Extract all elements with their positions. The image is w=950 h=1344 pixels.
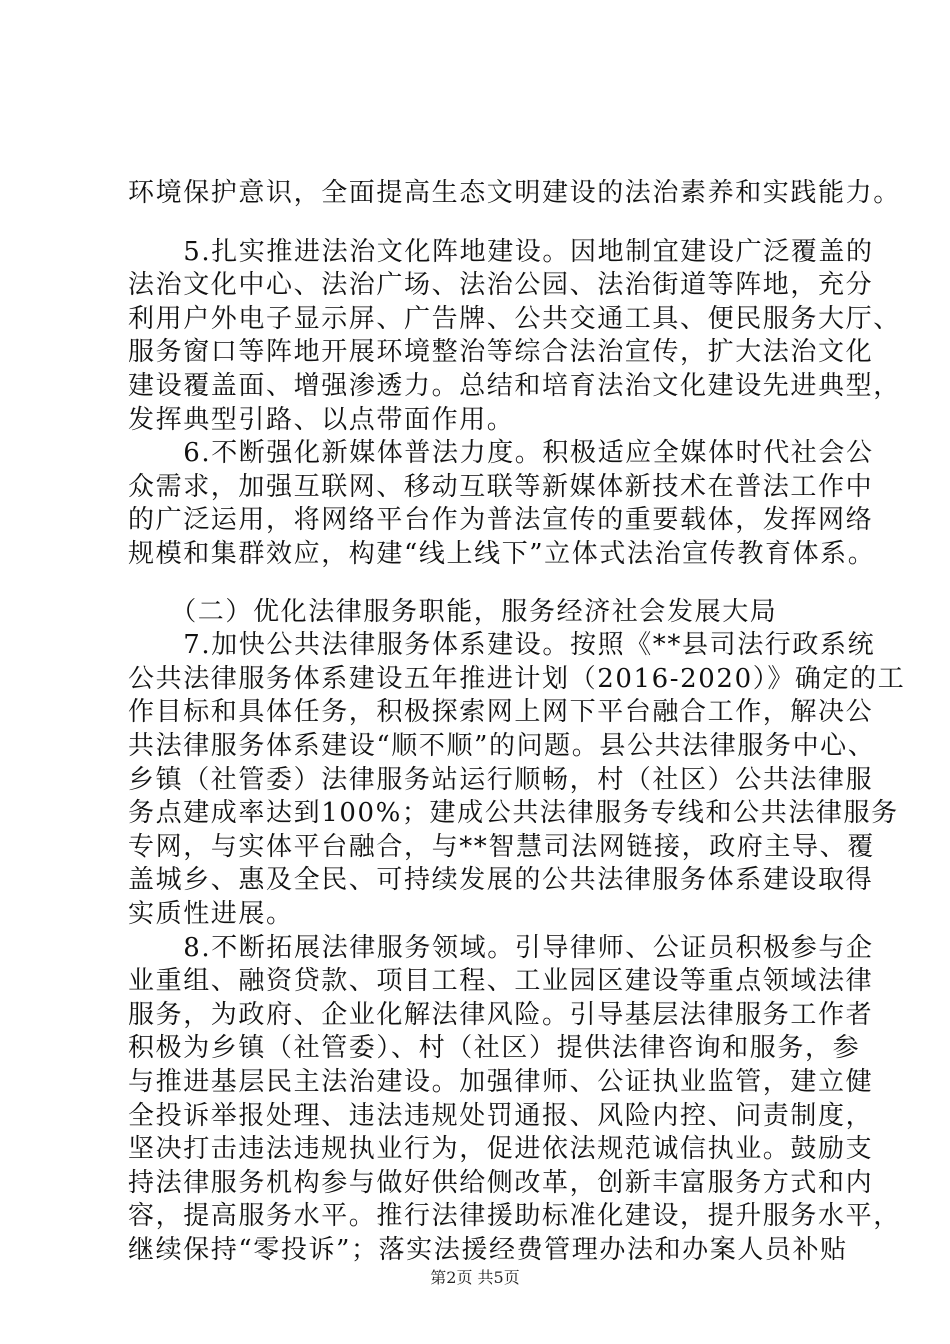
- text-line: 5.扎实推进法治文化阵地建设。因地制宜建设广泛覆盖的: [128, 237, 874, 267]
- text-line: 众需求，加强互联网、移动互联等新媒体新技术在普法工作中: [128, 472, 874, 502]
- text-line: 共法律服务体系建设“顺不顺”的问题。县公共法律服务中心、: [128, 731, 876, 761]
- text-line: 持法律服务机构参与做好供给侧改革，创新丰富服务方式和内: [128, 1168, 874, 1198]
- text-line: 规模和集群效应，构建“线上线下”立体式法治宣传教育体系。: [128, 539, 876, 569]
- text-line: 积极为乡镇（社管委）、村（社区）提供法律咨询和服务，参: [128, 1033, 861, 1063]
- text-line: 环境保护意识，全面提高生态文明建设的法治素养和实践能力。: [128, 178, 901, 208]
- text-line: 8.不断拓展法律服务领域。引导律师、公证员积极参与企: [128, 933, 874, 963]
- text-line: 公共法律服务体系建设五年推进计划（2016-2020）》确定的工: [128, 664, 906, 694]
- text-line: 利用户外电子显示屏、广告牌、公共交通工具、便民服务大厅、: [128, 304, 901, 334]
- text-line: 专网，与实体平台融合，与**智慧司法网链接，政府主导、覆: [128, 832, 875, 862]
- text-line: 作目标和具体任务，积极探索网上网下平台融合工作，解决公: [128, 697, 874, 727]
- text-line: 继续保持“零投诉”；落实法援经费管理办法和办案人员补贴: [128, 1235, 848, 1265]
- text-line: 务点建成率达到100%；建成公共法律服务专线和公共法律服务: [128, 798, 899, 828]
- text-line: 盖城乡、惠及全民、可持续发展的公共法律服务体系建设取得: [128, 865, 874, 895]
- text-line: 坚决打击违法违规执业行为，促进依法规范诚信执业。鼓励支: [128, 1134, 874, 1164]
- text-line: 的广泛运用，将网络平台作为普法宣传的重要载体，发挥网络: [128, 505, 874, 535]
- section-heading: （二）优化法律服务职能，服务经济社会发展大局: [128, 597, 778, 627]
- text-line: 服务，为政府、企业化解法律风险。引导基层法律服务工作者: [128, 1000, 874, 1030]
- text-line: 法治文化中心、法治广场、法治公园、法治街道等阵地，充分: [128, 270, 874, 300]
- text-line: 业重组、融资贷款、项目工程、工业园区建设等重点领域法律: [128, 966, 874, 996]
- text-line: 容，提高服务水平。推行法律援助标准化建设，提升服务水平，: [128, 1201, 901, 1231]
- text-line: 6.不断强化新媒体普法力度。积极适应全媒体时代社会公: [128, 438, 874, 468]
- text-line: 服务窗口等阵地开展环境整治等综合法治宣传，扩大法治文化: [128, 337, 874, 367]
- text-line: 发挥典型引路、以点带面作用。: [128, 405, 515, 435]
- text-line: 乡镇（社管委）法律服务站运行顺畅，村（社区）公共法律服: [128, 765, 874, 795]
- text-line: 与推进基层民主法治建设。加强律师、公证执业监管，建立健: [128, 1067, 874, 1097]
- text-line: 7.加快公共法律服务体系建设。按照《**县司法行政系统: [128, 630, 876, 660]
- text-line: 实质性进展。: [128, 899, 294, 929]
- page-number: 第2页 共5页: [430, 1268, 520, 1287]
- text-line: 建设覆盖面、增强渗透力。总结和培育法治文化建设先进典型，: [128, 371, 901, 401]
- text-line: 全投诉举报处理、违法违规处罚通报、风险内控、问责制度，: [128, 1101, 874, 1131]
